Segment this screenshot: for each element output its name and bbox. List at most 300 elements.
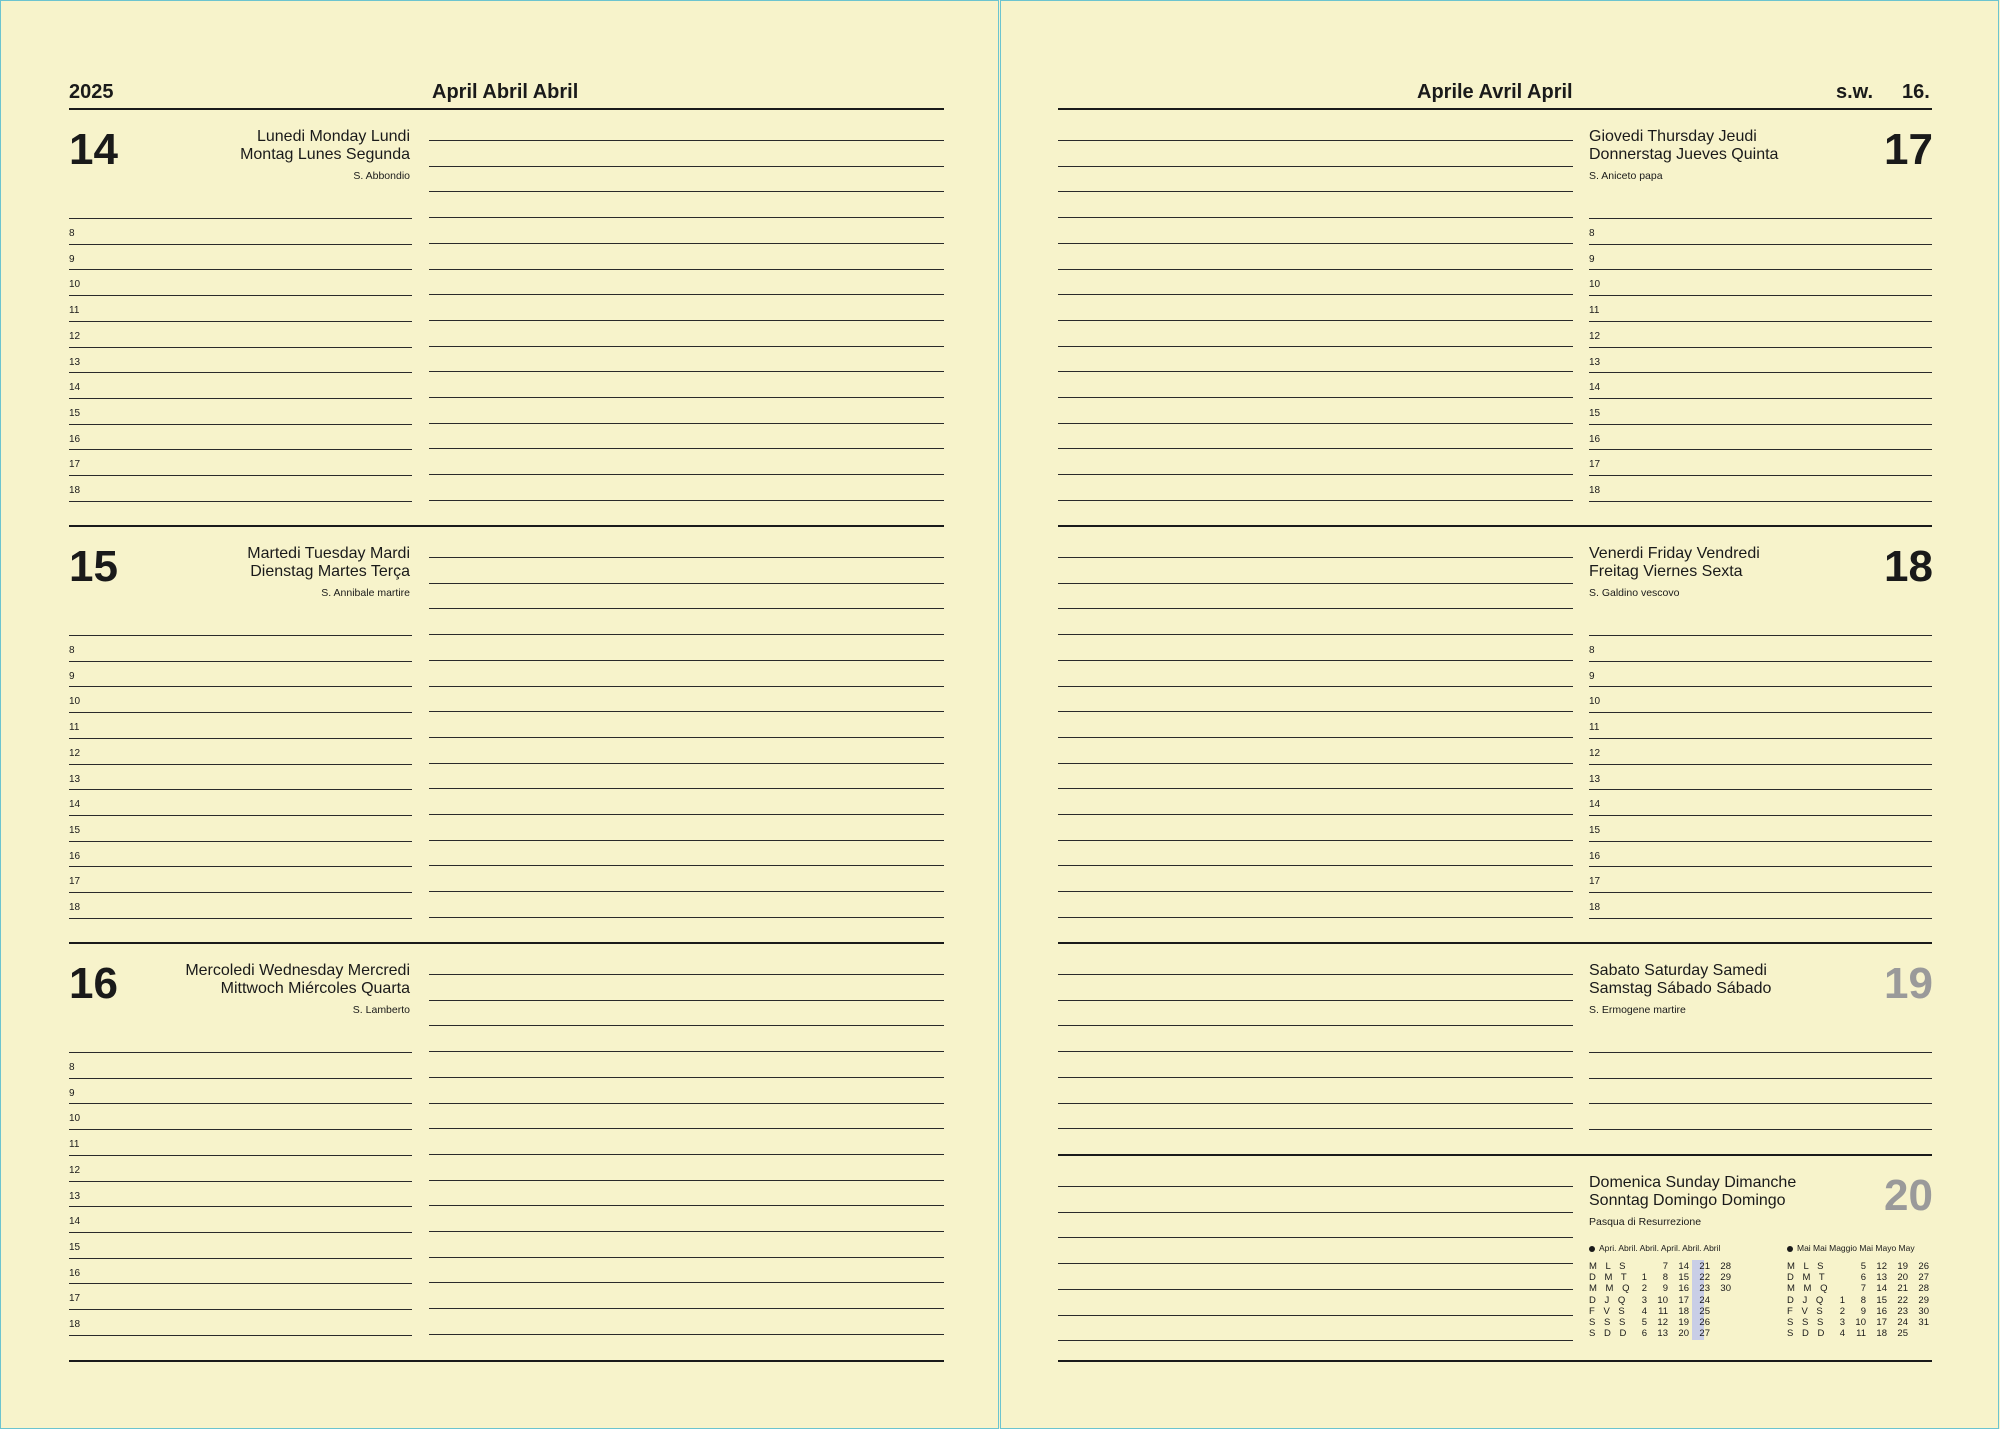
hour-label: 17 bbox=[1589, 876, 1601, 888]
hour-label: 13 bbox=[69, 1190, 81, 1202]
hour-label: 10 bbox=[69, 696, 81, 708]
note-line bbox=[429, 1154, 944, 1155]
hour-label: 17 bbox=[69, 876, 81, 888]
mini-calendar-day: 4 bbox=[1839, 1328, 1845, 1340]
note-line bbox=[1058, 660, 1573, 661]
hour-line bbox=[69, 1103, 412, 1104]
hour-line bbox=[69, 892, 412, 893]
mini-calendar-day: 26 bbox=[1918, 1261, 1929, 1272]
note-line bbox=[429, 737, 944, 738]
note-line bbox=[429, 608, 944, 609]
day-number: 20 bbox=[1884, 1171, 1933, 1220]
mini-calendar-may bbox=[1787, 1243, 1937, 1338]
note-line bbox=[429, 788, 944, 789]
saint-name: Pasqua di Resurrezione bbox=[1589, 1216, 1702, 1228]
hour-line bbox=[69, 501, 412, 502]
hour-line bbox=[69, 789, 412, 790]
hour-line bbox=[69, 764, 412, 765]
hour-label: 18 bbox=[1589, 902, 1601, 913]
hour-label: 14 bbox=[1589, 382, 1601, 394]
mini-calendar-day: 30 bbox=[1918, 1305, 1929, 1317]
hour-line bbox=[69, 424, 412, 425]
hour-line bbox=[1589, 218, 1932, 219]
mini-calendar-day: 13 bbox=[1657, 1328, 1668, 1340]
mini-calendar-day: 28 bbox=[1720, 1261, 1731, 1272]
note-line bbox=[1058, 346, 1573, 347]
note-line bbox=[429, 1077, 944, 1078]
header-rule bbox=[69, 108, 944, 110]
hour-line bbox=[1589, 398, 1932, 399]
mini-calendar-day: 24 bbox=[1897, 1317, 1908, 1328]
hour-label: 10 bbox=[1589, 696, 1601, 708]
note-line bbox=[1058, 1103, 1573, 1104]
weekday-initials: S S S bbox=[1589, 1317, 1629, 1328]
hour-line bbox=[69, 712, 412, 713]
note-line bbox=[1058, 686, 1573, 687]
hour-label: 12 bbox=[69, 330, 81, 342]
note-line bbox=[1058, 814, 1573, 815]
day-name-line1: Sabato Saturday Samedi bbox=[1589, 962, 1767, 979]
month-title-left: April Abril Abril bbox=[432, 81, 579, 103]
note-line bbox=[429, 660, 944, 661]
mini-calendar-day: 25 bbox=[1897, 1328, 1908, 1340]
mini-calendar-day: 14 bbox=[1678, 1261, 1689, 1272]
weekday-initials: D J Q bbox=[1787, 1294, 1827, 1306]
note-line bbox=[1058, 763, 1573, 764]
note-line bbox=[429, 974, 944, 975]
mini-calendar-day: 8 bbox=[1860, 1294, 1866, 1306]
note-line bbox=[1058, 865, 1573, 866]
hour-label: 10 bbox=[69, 279, 81, 291]
mini-calendar-day: 8 bbox=[1662, 1272, 1668, 1284]
hour-label: 11 bbox=[1589, 305, 1600, 317]
hour-line bbox=[69, 1335, 412, 1336]
day-name-line1: Domenica Sunday Dimanche bbox=[1589, 1174, 1797, 1191]
hour-label: 17 bbox=[69, 459, 81, 471]
weekday-initials: F V S bbox=[1787, 1305, 1826, 1317]
hour-label: 11 bbox=[69, 305, 80, 317]
hour-label: 13 bbox=[1589, 773, 1601, 785]
mini-calendar-day: 17 bbox=[1876, 1317, 1887, 1328]
note-line bbox=[429, 711, 944, 712]
mini-calendar-day: 7 bbox=[1662, 1261, 1668, 1272]
mini-calendar-day: 6 bbox=[1860, 1272, 1866, 1284]
mini-calendar-april bbox=[1589, 1243, 1739, 1338]
saint-name: S. Annibale martire bbox=[321, 587, 410, 599]
mini-calendar-day: 10 bbox=[1657, 1294, 1668, 1306]
note-line bbox=[1058, 1128, 1573, 1129]
note-line bbox=[429, 814, 944, 815]
hour-line bbox=[1589, 475, 1932, 476]
note-line bbox=[429, 840, 944, 841]
hour-label: 11 bbox=[1589, 722, 1600, 734]
hour-line bbox=[1589, 501, 1932, 502]
mini-calendar-april-grid bbox=[1589, 1261, 1739, 1341]
hour-line bbox=[1589, 424, 1932, 425]
hour-line bbox=[69, 661, 412, 662]
hour-line bbox=[69, 686, 412, 687]
hour-line bbox=[69, 218, 412, 219]
hour-line bbox=[69, 475, 412, 476]
note-line bbox=[429, 423, 944, 424]
mini-calendar-day: 7 bbox=[1860, 1283, 1866, 1295]
hour-line bbox=[1589, 686, 1932, 687]
hour-line bbox=[69, 1129, 412, 1130]
day-number: 17 bbox=[1884, 125, 1933, 174]
mini-calendar-may-grid bbox=[1787, 1261, 1937, 1341]
note-line bbox=[429, 140, 944, 141]
day-name-line1: Martedi Tuesday Mardi bbox=[247, 545, 410, 562]
mini-calendar-day: 19 bbox=[1678, 1317, 1689, 1328]
right-page bbox=[1000, 0, 1999, 1429]
note-line bbox=[429, 763, 944, 764]
mini-calendar-day: 18 bbox=[1678, 1305, 1689, 1317]
hour-label: 15 bbox=[69, 407, 81, 419]
note-line bbox=[1058, 371, 1573, 372]
hour-line bbox=[1589, 866, 1932, 867]
mini-calendar-day: 27 bbox=[1918, 1272, 1929, 1284]
mini-calendar-day: 1 bbox=[1641, 1272, 1647, 1284]
day-separator bbox=[69, 1360, 944, 1362]
weekday-initials: M L S bbox=[1589, 1261, 1629, 1272]
mini-calendar-day: 11 bbox=[1658, 1305, 1668, 1317]
note-line bbox=[1058, 448, 1573, 449]
hour-label: 14 bbox=[69, 799, 81, 811]
note-line bbox=[1058, 711, 1573, 712]
note-line bbox=[1058, 1000, 1573, 1001]
hour-label: 16 bbox=[69, 1267, 81, 1279]
day-separator bbox=[1058, 942, 1932, 944]
note-line bbox=[1058, 788, 1573, 789]
hour-line bbox=[69, 1309, 412, 1310]
weekday-initials: S S S bbox=[1787, 1317, 1827, 1328]
day-number: 18 bbox=[1884, 542, 1933, 591]
mini-calendar-day: 15 bbox=[1876, 1294, 1887, 1306]
mini-calendar-day: 29 bbox=[1720, 1272, 1731, 1284]
hour-line bbox=[69, 398, 412, 399]
hour-label: 12 bbox=[1589, 747, 1601, 759]
note-line bbox=[429, 1025, 944, 1026]
note-line bbox=[1058, 500, 1573, 501]
hour-label: 8 bbox=[1589, 228, 1595, 239]
hour-label: 12 bbox=[69, 747, 81, 759]
note-line bbox=[429, 1334, 944, 1335]
hour-line bbox=[69, 244, 412, 245]
mini-calendar-day: 20 bbox=[1897, 1272, 1908, 1284]
hour-label: 15 bbox=[1589, 407, 1601, 419]
hour-line bbox=[69, 269, 412, 270]
saint-name: S. Abbondio bbox=[353, 170, 410, 182]
day-separator bbox=[1058, 525, 1932, 527]
hour-label: 8 bbox=[69, 1062, 75, 1073]
day-name-line2: Dienstag Martes Terça bbox=[250, 563, 410, 580]
day-name-line2: Montag Lunes Segunda bbox=[240, 146, 410, 163]
hour-line bbox=[1589, 918, 1932, 919]
note-line bbox=[429, 1282, 944, 1283]
hour-line bbox=[69, 321, 412, 322]
day-name-line2: Freitag Viernes Sexta bbox=[1589, 563, 1743, 580]
note-line bbox=[429, 269, 944, 270]
note-line bbox=[429, 371, 944, 372]
writing-line bbox=[1589, 1129, 1932, 1130]
note-line bbox=[429, 320, 944, 321]
note-line bbox=[429, 1308, 944, 1309]
note-line bbox=[1058, 1237, 1573, 1238]
hour-label: 15 bbox=[1589, 824, 1601, 836]
mini-calendar-may-title bbox=[1787, 1243, 1915, 1253]
mini-calendar-day: 15 bbox=[1678, 1272, 1689, 1284]
weekday-initials: S D D bbox=[1787, 1328, 1828, 1340]
note-line bbox=[1058, 1212, 1573, 1213]
weekday-initials: M M Q bbox=[1787, 1283, 1831, 1295]
hour-line bbox=[1589, 347, 1932, 348]
mini-calendar-day: 3 bbox=[1839, 1317, 1845, 1328]
note-line bbox=[429, 1180, 944, 1181]
hour-label: 12 bbox=[69, 1164, 81, 1176]
note-line bbox=[1058, 320, 1573, 321]
day-name-line2: Sonntag Domingo Domingo bbox=[1589, 1192, 1786, 1209]
weekday-initials: D M T bbox=[1787, 1272, 1828, 1284]
mini-calendar-day: 24 bbox=[1699, 1294, 1710, 1306]
day-name-line1: Giovedi Thursday Jeudi bbox=[1589, 128, 1757, 145]
weekday-initials: F V S bbox=[1589, 1305, 1628, 1317]
note-line bbox=[1058, 474, 1573, 475]
mini-calendar-day: 23 bbox=[1897, 1305, 1908, 1317]
hour-label: 13 bbox=[1589, 356, 1601, 368]
hour-line bbox=[69, 815, 412, 816]
note-line bbox=[1058, 737, 1573, 738]
note-line bbox=[429, 917, 944, 918]
mini-calendar-day: 1 bbox=[1839, 1294, 1845, 1306]
hour-label: 14 bbox=[1589, 799, 1601, 811]
weekday-initials: S D D bbox=[1589, 1328, 1630, 1340]
note-line bbox=[429, 243, 944, 244]
note-line bbox=[429, 686, 944, 687]
mini-calendar-day: 31 bbox=[1918, 1317, 1929, 1328]
day-separator bbox=[1058, 1154, 1932, 1156]
hour-line bbox=[1589, 738, 1932, 739]
note-line bbox=[429, 634, 944, 635]
note-line bbox=[1058, 583, 1573, 584]
mini-calendar-day: 10 bbox=[1855, 1317, 1866, 1328]
note-line bbox=[429, 448, 944, 449]
hour-label: 18 bbox=[1589, 485, 1601, 496]
bullet-icon bbox=[1589, 1246, 1595, 1252]
note-line bbox=[429, 217, 944, 218]
mini-calendar-day: 9 bbox=[1860, 1305, 1866, 1317]
hour-line bbox=[69, 918, 412, 919]
weekday-initials: D M T bbox=[1589, 1272, 1630, 1284]
hour-label: 9 bbox=[69, 670, 75, 682]
note-line bbox=[429, 1231, 944, 1232]
note-line bbox=[1058, 166, 1573, 167]
hour-label: 10 bbox=[1589, 279, 1601, 291]
day-name-line2: Mittwoch Miércoles Quarta bbox=[220, 980, 410, 997]
writing-line bbox=[1589, 1052, 1932, 1053]
hour-label: 8 bbox=[1589, 645, 1595, 656]
note-line bbox=[1058, 397, 1573, 398]
mini-calendar-day: 28 bbox=[1918, 1283, 1929, 1295]
mini-calendar-day: 18 bbox=[1876, 1328, 1887, 1340]
mini-calendar-day: 2 bbox=[1641, 1283, 1647, 1295]
note-line bbox=[1058, 891, 1573, 892]
mini-calendar-day: 5 bbox=[1860, 1261, 1866, 1272]
hour-label: 15 bbox=[69, 824, 81, 836]
hour-line bbox=[69, 1206, 412, 1207]
hour-label: 17 bbox=[69, 1293, 81, 1305]
note-line bbox=[1058, 217, 1573, 218]
note-line bbox=[1058, 840, 1573, 841]
hour-line bbox=[69, 738, 412, 739]
saint-name: S. Aniceto papa bbox=[1589, 170, 1663, 182]
mini-calendar-day: 13 bbox=[1876, 1272, 1887, 1284]
week-number: 16. bbox=[1902, 81, 1930, 103]
hour-label: 12 bbox=[1589, 330, 1601, 342]
hour-line bbox=[1589, 372, 1932, 373]
week-label: s.w. bbox=[1836, 81, 1874, 103]
hour-label: 9 bbox=[1589, 670, 1595, 682]
hour-line bbox=[1589, 892, 1932, 893]
day-name-line1: Venerdi Friday Vendredi bbox=[1589, 545, 1760, 562]
day-number: 19 bbox=[1884, 959, 1933, 1008]
hour-line bbox=[69, 347, 412, 348]
hour-label: 9 bbox=[69, 253, 75, 265]
hour-label: 11 bbox=[69, 722, 80, 734]
saint-name: S. Lamberto bbox=[352, 1004, 410, 1016]
mini-calendar-day: 29 bbox=[1918, 1294, 1929, 1306]
hour-line bbox=[1589, 449, 1932, 450]
day-name-line1: Lunedi Monday Lundi bbox=[256, 128, 410, 145]
hour-line bbox=[69, 1283, 412, 1284]
note-line bbox=[1058, 1315, 1573, 1316]
hour-label: 14 bbox=[69, 382, 81, 394]
hour-line bbox=[69, 1181, 412, 1182]
note-line bbox=[429, 1000, 944, 1001]
mini-calendar-day: 19 bbox=[1897, 1261, 1908, 1272]
hour-line bbox=[1589, 661, 1932, 662]
day-separator bbox=[69, 525, 944, 527]
note-line bbox=[429, 397, 944, 398]
note-line bbox=[1058, 269, 1573, 270]
hour-line bbox=[69, 635, 412, 636]
weekday-initials: M L S bbox=[1787, 1261, 1827, 1272]
hour-line bbox=[1589, 815, 1932, 816]
hour-line bbox=[69, 841, 412, 842]
day-name-line2: Donnerstag Jueves Quinta bbox=[1589, 146, 1779, 163]
day-number: 16 bbox=[69, 959, 118, 1008]
weekday-initials: M M Q bbox=[1589, 1283, 1633, 1295]
mini-calendar-day: 4 bbox=[1641, 1305, 1647, 1317]
hour-line bbox=[69, 1078, 412, 1079]
hour-line bbox=[1589, 269, 1932, 270]
note-line bbox=[1058, 1263, 1573, 1264]
note-line bbox=[1058, 1025, 1573, 1026]
note-line bbox=[429, 891, 944, 892]
day-number: 15 bbox=[69, 542, 118, 591]
hour-line bbox=[69, 449, 412, 450]
note-line bbox=[1058, 423, 1573, 424]
note-line bbox=[1058, 1077, 1573, 1078]
hour-line bbox=[69, 1232, 412, 1233]
note-line bbox=[1058, 243, 1573, 244]
hour-line bbox=[1589, 789, 1932, 790]
note-line bbox=[429, 294, 944, 295]
note-line bbox=[429, 500, 944, 501]
hour-label: 15 bbox=[69, 1241, 81, 1253]
hour-label: 11 bbox=[69, 1139, 80, 1151]
mini-calendar-day: 23 bbox=[1699, 1283, 1710, 1295]
hour-label: 18 bbox=[69, 902, 81, 913]
mini-calendar-day: 22 bbox=[1897, 1294, 1908, 1306]
hour-line bbox=[1589, 764, 1932, 765]
hour-line bbox=[1589, 295, 1932, 296]
mini-calendar-day: 25 bbox=[1699, 1305, 1710, 1317]
note-line bbox=[429, 1205, 944, 1206]
hour-label: 10 bbox=[69, 1113, 81, 1125]
mini-calendar-day: 21 bbox=[1699, 1261, 1710, 1272]
note-line bbox=[429, 1128, 944, 1129]
note-line bbox=[1058, 191, 1573, 192]
note-line bbox=[429, 1051, 944, 1052]
hour-label: 13 bbox=[69, 773, 81, 785]
hour-label: 8 bbox=[69, 228, 75, 239]
mini-calendar-april-title-text: Apri. Abril. Abril. April. Abril. Abril bbox=[1599, 1243, 1721, 1253]
day-separator bbox=[69, 942, 944, 944]
mini-calendar-day: 26 bbox=[1699, 1317, 1710, 1328]
hour-label: 14 bbox=[69, 1216, 81, 1228]
hour-line bbox=[69, 1052, 412, 1053]
mini-calendar-day: 2 bbox=[1839, 1305, 1845, 1317]
hour-line bbox=[1589, 244, 1932, 245]
mini-calendar-day: 6 bbox=[1641, 1328, 1647, 1340]
note-line bbox=[1058, 974, 1573, 975]
bullet-icon bbox=[1787, 1246, 1793, 1252]
left-page bbox=[0, 0, 999, 1429]
hour-label: 18 bbox=[69, 1319, 81, 1330]
mini-calendar-day: 12 bbox=[1876, 1261, 1887, 1272]
hour-label: 18 bbox=[69, 485, 81, 496]
mini-calendar-day: 16 bbox=[1876, 1305, 1887, 1317]
mini-calendar-day: 14 bbox=[1876, 1283, 1887, 1295]
month-title-right: Aprile Avril April bbox=[1417, 81, 1573, 103]
note-line bbox=[1058, 1289, 1573, 1290]
saint-name: S. Ermogene martire bbox=[1589, 1004, 1686, 1016]
header-rule bbox=[1058, 108, 1932, 110]
day-name-line2: Samstag Sábado Sábado bbox=[1589, 980, 1772, 997]
note-line bbox=[1058, 634, 1573, 635]
day-number: 14 bbox=[69, 125, 118, 174]
writing-line bbox=[1589, 1103, 1932, 1104]
mini-calendar-day: 21 bbox=[1897, 1283, 1908, 1295]
hour-line bbox=[1589, 841, 1932, 842]
mini-calendar-april-title bbox=[1589, 1243, 1720, 1253]
hour-line bbox=[69, 866, 412, 867]
hour-line bbox=[69, 1258, 412, 1259]
writing-line bbox=[1589, 1078, 1932, 1079]
note-line bbox=[429, 583, 944, 584]
day-name-line1: Mercoledi Wednesday Mercredi bbox=[185, 962, 410, 979]
hour-label: 17 bbox=[1589, 459, 1601, 471]
note-line bbox=[429, 346, 944, 347]
note-line bbox=[429, 865, 944, 866]
mini-calendar-day: 5 bbox=[1641, 1317, 1647, 1328]
mini-calendar-day: 11 bbox=[1856, 1328, 1866, 1340]
mini-calendar-day: 17 bbox=[1678, 1294, 1689, 1306]
note-line bbox=[429, 557, 944, 558]
note-line bbox=[1058, 1186, 1573, 1187]
mini-calendar-day: 20 bbox=[1678, 1328, 1689, 1340]
note-line bbox=[429, 191, 944, 192]
